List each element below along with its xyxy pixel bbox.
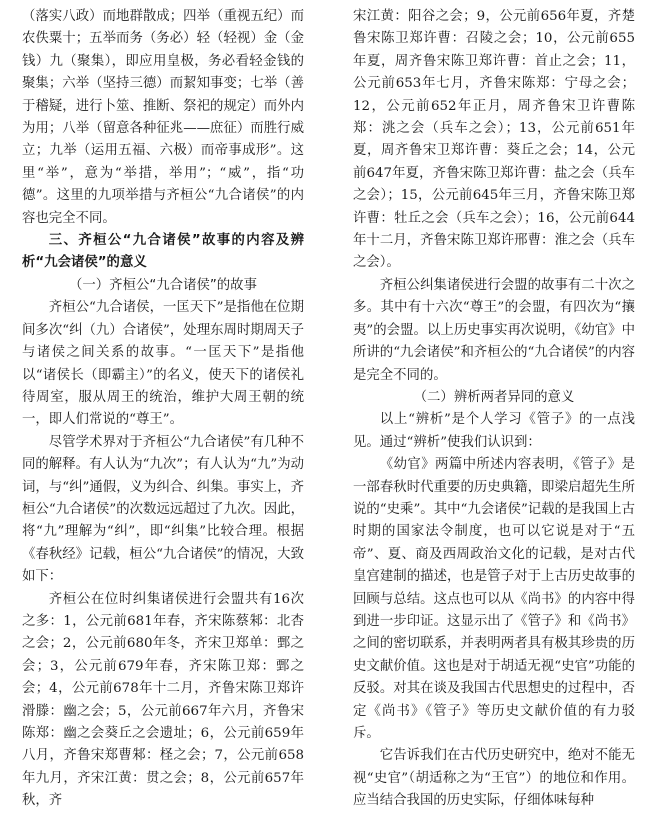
subsection-heading: （二）辨析两者异同的意义 — [413, 389, 575, 405]
paragraph-continued: 宋江黄：阳谷之会；9，公元前656年夏，齐楚鲁宋陈卫郑许曹：召陵之会；10，公元前655年夏，周齐鲁宋陈卫郑许曹：首止之会；11，公元前653年七月，齐鲁宋陈郑：宁母之会；12，公元前652年正月，周齐鲁宋卫许曹陈郑：洮之会（兵车之会）；13，公元前651年夏，周齐鲁宋卫郑许曹：葵丘之会；14，公元前647年夏，齐鲁宋陈卫郑许曹：盐之会（兵车之会）；15，公元前645年三月，齐鲁宋陈卫郑许曹：牡丘之会（兵车之会）；16，公元前644年十二月，齐鲁宋陈卫郑许邢曹：淮之会（兵车之会）。 — [353, 9, 635, 271]
paragraph: 尽管学术界对于齐桓公“九合诸侯”有几种不同的解释。有人认为“九次”；有人认为“九”为动词，与“纠”通假，义为纠合、纠集。事实上，齐桓公“九合诸侯”的次数远远超过了九次。因此，将“九”理解为“纠”，即“纠集”比较合理。根据《春秋经》记载，桓公“九合诸侯”的情况，大致如下： — [22, 434, 304, 585]
paragraph: 齐桓公纠集诸侯进行会盟的故事有二十次之多。其中有十六次“尊王”的会盟，有四次为“攘夷”的会盟。以上历史事实再次说明，《幼官》中所讲的“九会诸侯”和齐桓公的“九合诸侯”的内容是完全不同的。 — [353, 277, 635, 383]
paragraph: 《幼官》两篇中所述内容表明，《管子》是一部春秋时代重要的历史典籍，即梁启超先生所说的“史乘”。其中“九会诸侯”记载的是我国上古时期的国家法令制度，也可以它说是对于“五帝”、夏、商及西周政治文化的记载，是对古代皇宫建制的描述，也是管子对于上古历史故事的回顾与总结。这点也可以从《尚书》的内容中得到进一步印证。这显示出了《管子》和《尚书》之间的密切联系，并表明两者具有极其珍贵的历史文献价值。这也是对于胡适无视“史官”功能的反驳。对其在谈及我国古代思想史的过程中，否定《尚书》《管子》等历史文献价值的有力驳斥。 — [353, 457, 635, 741]
paragraph-continued: （落实八政）而地群散成；四举（重视五纪）而农佚粟十；五举而务（务必）轻（轻视）金（金钱）九（聚集），即应用皇极，务必看轻金钱的聚集；六举（坚持三德）而絜知事变；七举（善于稽疑，进行卜筮、推断、祭祀的规定）而外内为用；八举（留意各种征兆——庶征）而胜行威立；九举（运用五福、六极）而帝事成形”。这里“举”，意为“举措，举用”；“威”，指“功德”。这里的九项举措与齐桓公“九合诸侯”的内容也完全不同。 — [22, 9, 304, 226]
paragraph: 以上“辨析”是个人学习《管子》的一点浅见。通过“辨析”使我们认识到： — [353, 412, 635, 450]
paragraph: 齐桓公在位时纠集诸侯进行会盟共有16次之多：1，公元前681年春，齐宋陈蔡邾：北杏之会；2，公元前680年冬，齐宋卫郑单：鄄之会；3，公元前679年春，齐宋陈卫郑：鄄之会；4，公元前678年十二月，齐鲁宋陈卫郑许滑滕：幽之会；5，公元前667年六月，齐鲁宋陈郑：幽之会葵丘之会遗址；6，公元前659年八月，齐鲁宋郑曹邾：柽之会；7，公元前658年九月，齐宋江黄：贯之会；8，公元前657年秋，齐 — [22, 591, 304, 809]
paragraph: 它告诉我们在古代历史研究中，绝对不能无视“史官”（胡适称之为“王官”）的地位和作用。应当结合我国的历史实际，仔细体味每种 — [353, 748, 635, 809]
subsection-heading: （一）齐桓公“九合诸侯”的故事 — [69, 277, 257, 293]
section-heading: 三、齐桓公“九合诸侯”故事的内容及辨析“九会诸侯”的意义 — [22, 233, 304, 271]
paragraph: 齐桓公“九合诸侯，一匡天下”是指他在位期间多次“纠（九）合诸侯”，处理东周时期周天子与诸侯之间关系的故事。“一匡天下”是指他以“诸侯长（即霸主）”的名义，使天下的诸侯礼待周室，服从周王的统治，维护大周王朝的统一，即人们常说的“尊王”。 — [22, 300, 304, 428]
right-column — [353, 6, 635, 813]
left-column — [22, 6, 304, 813]
